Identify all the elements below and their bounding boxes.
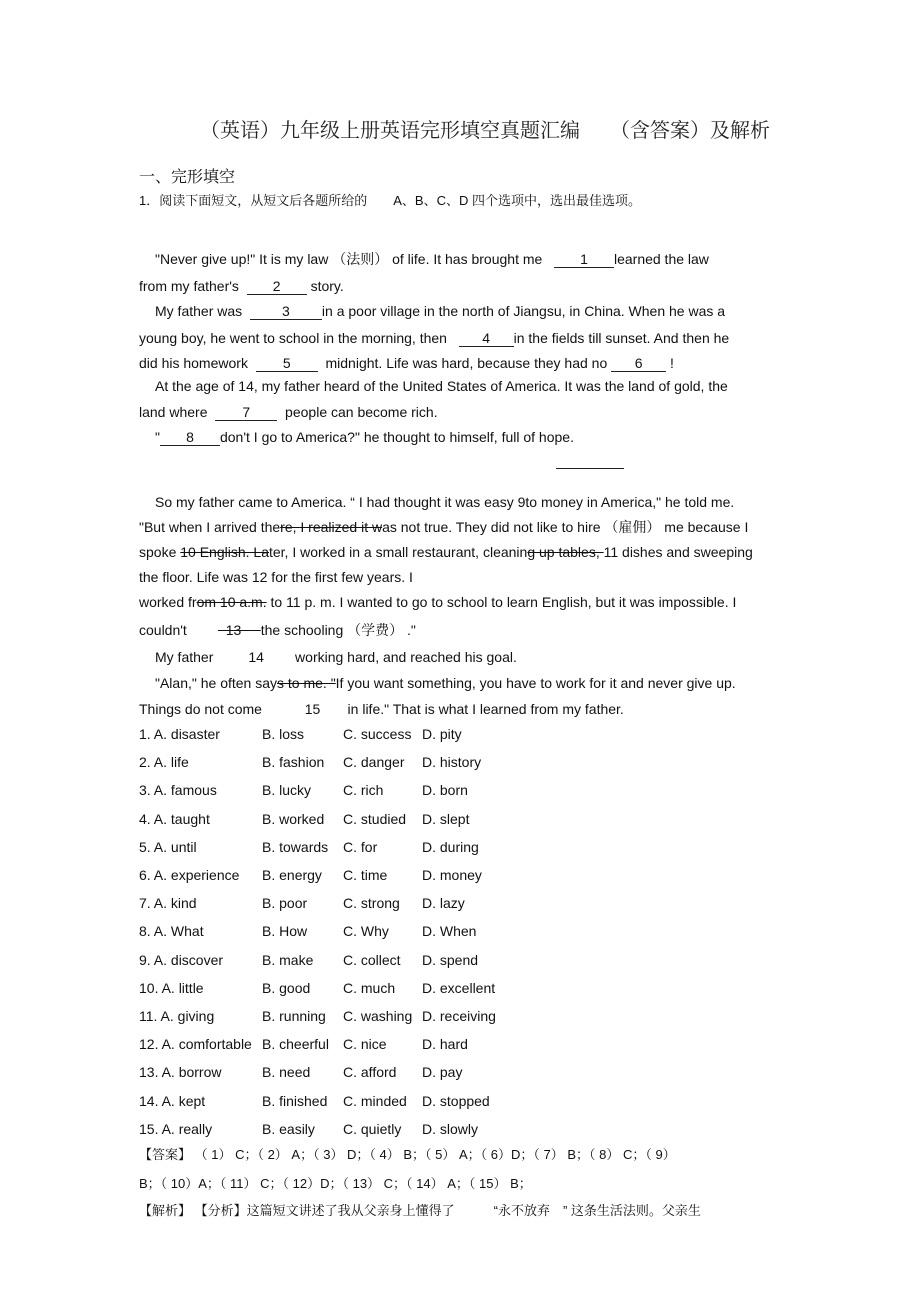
option-d: D. hard (422, 1036, 468, 1053)
passage-line (139, 593, 736, 611)
option-c: C. washing (343, 1008, 413, 1024)
option-d: D. slept (422, 810, 470, 827)
option-a: 1. A. disaster (139, 726, 220, 742)
option-b: B. How (262, 923, 308, 940)
option-c: C. minded (343, 1092, 407, 1109)
passage-text: as not true. They did not like to hire （雇佣） me because I (382, 519, 749, 535)
option-b: B. cheerful (262, 1036, 329, 1053)
option-a: 3. A. famous (139, 782, 217, 799)
passage-text: young boy, he went to school in the morning, then (139, 330, 459, 346)
passage-text: "Alan," he often say (155, 675, 278, 691)
option-c: C. studied (343, 810, 407, 827)
separator-line (556, 468, 624, 469)
option-d: D. pay (422, 1064, 463, 1081)
blank-number: 3 (250, 304, 322, 320)
option-c: C. time (343, 867, 388, 883)
option-d: D. history (422, 754, 482, 771)
option-d: D. receiving (422, 1008, 496, 1024)
passage-line (155, 302, 725, 320)
option-b: B. towards (262, 838, 329, 855)
option-d: D. lazy (422, 895, 465, 912)
passage-text: "Never give up!" It is my law （法则） of life. It has brought me (155, 251, 554, 267)
passage-text: If you want something, you have to work for it and never give up. (335, 675, 736, 691)
passage-line (155, 428, 574, 446)
analysis-text: 【解析】 【分析】这篇短文讲述了我从父亲身上懂得了 “永不放弃 ” 这条生活法则。父亲生 (139, 1203, 701, 1218)
option-a: 7. A. kind (139, 895, 197, 912)
passage-text: in the fields till sunset. And then he (513, 330, 730, 346)
passage-text: ter, I worked in a small restaurant, cleanin (268, 544, 528, 560)
option-d: D. during (422, 838, 479, 855)
passage-line (139, 277, 344, 295)
struck-text: s to me. " (277, 675, 336, 691)
option-d: D. excellent (422, 979, 496, 996)
option-c: C. Why (343, 923, 389, 940)
document-title (200, 114, 770, 143)
passage-line (155, 493, 734, 511)
answer-line-1: 【答案】 （ 1） C；（ 2） A；（ 3） D；（ 4） B；（ 5） A；（ 6）D；（ 7） B；（ 8） C；（ 9） (139, 1147, 676, 1162)
passage-text: Things do not come 15 in life." That is what I learned from my father. (139, 701, 624, 717)
answer-line-2: B；（ 10）A；（ 11） C；（ 12）D；（ 13） C；（ 14） A；（ 15） B； (139, 1176, 532, 1191)
passage-line (155, 250, 709, 268)
blank-number: 4 (459, 331, 514, 347)
blank-number: 2 (247, 279, 307, 295)
passage-text: "But when I arrived the (139, 519, 281, 535)
blank-number: 5 (256, 356, 318, 372)
passage-line (139, 700, 624, 718)
option-b: B. loss (262, 726, 305, 742)
struck-text: om 10 a.m. (196, 594, 267, 610)
struck-text: 10 English. La (180, 544, 269, 560)
question-instruction: 1．阅读下面短文，从短文后各题所给的 A、B、C、D 四个选项中，选出最佳选项。 (139, 193, 641, 208)
passage-text: to 11 p. m. I wanted to go to school to learn English, but it was impossible. I (266, 594, 737, 610)
option-c: C. much (343, 979, 396, 996)
passage-text: from my father's (139, 278, 247, 294)
option-b: B. poor (262, 895, 308, 912)
struck-text: 13 (217, 622, 261, 638)
option-c: C. for (343, 838, 378, 855)
option-c: C. danger (343, 754, 405, 771)
title-main: （英语）九年级上册英语完形填空真题汇编 (200, 120, 580, 142)
option-d: D. stopped (422, 1092, 490, 1109)
struck-text: re, I realized it w (280, 519, 383, 535)
option-a: 8. A. What (139, 923, 204, 940)
option-b: B. worked (262, 810, 325, 827)
passage-line (139, 543, 753, 561)
option-c: C. strong (343, 895, 400, 912)
passage-text: spoke (139, 544, 181, 560)
passage-text: did his homework (139, 355, 256, 371)
option-d: D. money (422, 867, 482, 883)
passage-text: ! (666, 355, 674, 371)
section-heading: 一、完形填空 (139, 169, 236, 186)
passage-text: So my father came to America. “ I had thought it was easy 9to money in America," he told me. (155, 494, 735, 510)
option-b: B. easily (262, 1120, 315, 1137)
struck-text: g up tables, (527, 544, 604, 560)
option-c: C. collect (343, 951, 401, 968)
option-b: B. finished (262, 1092, 328, 1109)
option-b: B. make (262, 951, 314, 968)
passage-text: At the age of 14, my father heard of the United States of America. It was the land of gold, the (155, 378, 728, 394)
option-b: B. lucky (262, 782, 312, 799)
passage-text: " (155, 429, 160, 445)
option-a: 2. A. life (139, 754, 189, 771)
passage-text: don't I go to America?" he thought to himself, full of hope. (219, 429, 574, 445)
passage-line (139, 329, 729, 347)
option-a: 4. A. taught (139, 810, 210, 827)
passage-text: in a poor village in the north of Jiangsu, in China. When he was a (321, 303, 726, 319)
blank-number: 1 (554, 252, 614, 268)
option-a: 13. A. borrow (139, 1064, 222, 1081)
passage-line (155, 377, 728, 395)
passage-text: land where (139, 404, 216, 420)
passage-line (139, 568, 413, 586)
title-suffix: （含答案）及解析 (610, 120, 770, 142)
option-a: 15. A. really (139, 1120, 213, 1137)
option-c: C. nice (343, 1036, 387, 1053)
option-a: 10. A. little (139, 979, 204, 996)
option-a: 5. A. until (139, 838, 197, 855)
option-d: D. spend (422, 951, 479, 968)
passage-text: the schooling （学费） ." (260, 622, 416, 638)
option-b: B. fashion (262, 754, 325, 771)
passage-text: 11 dishes and sweeping (603, 544, 753, 560)
option-b: B. energy (262, 867, 322, 883)
option-a: 9. A. discover (139, 951, 224, 968)
option-d: D. born (422, 782, 468, 799)
passage-line (139, 354, 674, 372)
option-a: 6. A. experience (139, 867, 240, 883)
passage-line (155, 648, 517, 666)
option-b: B. need (262, 1064, 311, 1081)
passage-text: worked fr (139, 594, 197, 610)
passage-text: My father was (155, 303, 250, 319)
passage-text: midnight. Life was hard, because they had no (317, 355, 612, 371)
passage-text: My father 14 working hard, and reached his goal. (155, 649, 517, 665)
option-d: D. pity (422, 726, 462, 742)
option-a: 12. A. comfortable (139, 1036, 252, 1053)
blank-number: 8 (160, 430, 220, 446)
passage-line (139, 518, 748, 536)
passage-line (139, 403, 438, 421)
passage-text: the floor. Life was 12 for the first few years. I (139, 569, 413, 585)
option-c: C. rich (343, 782, 384, 799)
passage-line (139, 621, 416, 639)
blank-number: 7 (215, 405, 277, 421)
option-b: B. good (262, 979, 311, 996)
passage-text: learned the law (613, 251, 709, 267)
option-d: D. slowly (422, 1120, 479, 1137)
blank-number: 6 (611, 356, 666, 372)
option-b: B. running (262, 1008, 326, 1024)
option-c: C. afford (343, 1064, 397, 1081)
option-d: D. When (422, 923, 477, 940)
passage-text: couldn't (139, 622, 218, 638)
option-a: 11. A. giving (139, 1008, 215, 1024)
passage-line (155, 674, 736, 692)
passage-text: people can become rich. (277, 404, 438, 420)
passage-text: story. (306, 278, 344, 294)
option-c: C. quietly (343, 1120, 402, 1137)
option-a: 14. A. kept (139, 1092, 206, 1109)
option-c: C. success (343, 726, 412, 742)
